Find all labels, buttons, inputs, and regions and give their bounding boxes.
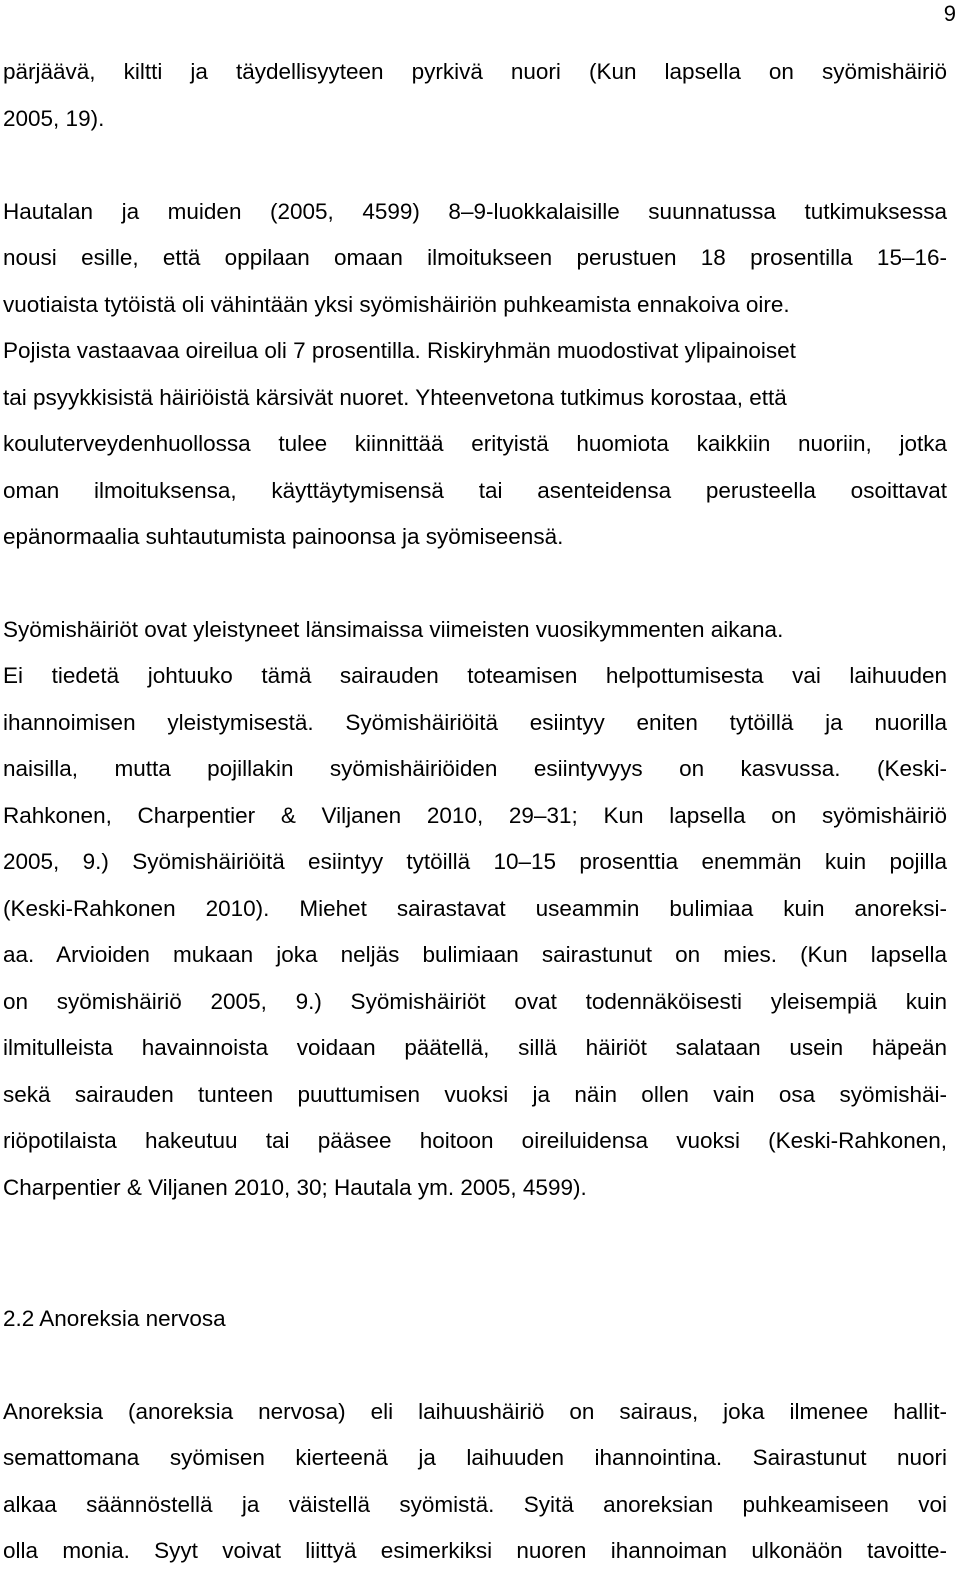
text-line: epänormaalia suhtautumista painoonsa ja syömiseensä.	[3, 524, 564, 549]
text-line: oman ilmoituksensa, käyttäytymisensä tai asenteidensa perusteella osoittavat	[3, 478, 947, 503]
text-line: Charpentier & Viljanen 2010, 30; Hautala ym. 2005, 4599).	[3, 1175, 587, 1200]
text-line: alkaa säännöstellä ja väistellä syömistä. Syitä anoreksian puhkeamiseen voi	[3, 1492, 947, 1517]
text-line: on syömishäiriö 2005, 9.) Syömishäiriöt ovat todennäköisesti yleisempiä kuin	[3, 989, 947, 1014]
text-line: tai psyykkisistä häiriöistä kärsivät nuoret. Yhteenvetona tutkimus korostaa, että	[3, 385, 787, 410]
text-line: naisilla, mutta pojillakin syömishäiriöiden esiintyvyys on kasvussa. (Keski-	[3, 756, 947, 781]
text-line: nousi esille, että oppilaan omaan ilmoitukseen perustuen 18 prosentilla 15–16-	[3, 245, 947, 270]
text-line: (Keski-Rahkonen 2010). Miehet sairastavat useammin bulimiaa kuin anoreksi-	[3, 896, 947, 921]
text-line: olla monia. Syyt voivat liittyä esimerkiksi nuoren ihannoiman ulkonäön tavoitte-	[3, 1538, 947, 1563]
text-line: kouluterveydenhuollossa tulee kiinnittää erityistä huomiota kaikkiin nuoriin, jotka	[3, 431, 947, 456]
text-line: Anoreksia (anoreksia nervosa) eli laihuushäiriö on sairaus, joka ilmenee hallit-	[3, 1399, 947, 1424]
text-line: riöpotilaista hakeutuu tai pääsee hoitoon oireiluidensa vuoksi (Keski-Rahkonen,	[3, 1128, 947, 1153]
text-line: vuotiaista tytöistä oli vähintään yksi syömishäiriön puhkeamista ennakoiva oire.	[3, 292, 790, 317]
text-line: Pojista vastaavaa oireilua oli 7 prosentilla. Riskiryhmän muodostivat ylipainoiset	[3, 338, 796, 363]
text-line: Hautalan ja muiden (2005, 4599) 8–9-luokkalaisille suunnatussa tutkimuksessa	[3, 199, 947, 224]
text-line: Ei tiedetä johtuuko tämä sairauden toteamisen helpottumisesta vai laihuuden	[3, 663, 947, 688]
text-line: 2005, 9.) Syömishäiriöitä esiintyy tytöillä 10–15 prosenttia enemmän kuin pojilla	[3, 849, 947, 874]
section-heading: 2.2 Anoreksia nervosa	[3, 1306, 226, 1331]
text-line: pärjäävä, kiltti ja täydellisyyteen pyrkivä nuori (Kun lapsella on syömishäiriö	[3, 59, 947, 84]
text-line: ihannoimisen yleistymisestä. Syömishäiriöitä esiintyy eniten tytöillä ja nuorilla	[3, 710, 947, 735]
text-line: semattomana syömisen kierteenä ja laihuuden ihannointina. Sairastunut nuori	[3, 1445, 947, 1470]
text-line: aa. Arvioiden mukaan joka neljäs bulimiaan sairastunut on mies. (Kun lapsella	[3, 942, 947, 967]
text-line: sekä sairauden tunteen puuttumisen vuoksi ja näin ollen vain osa syömishäi-	[3, 1082, 947, 1107]
text-line: Rahkonen, Charpentier & Viljanen 2010, 29–31; Kun lapsella on syömishäiriö	[3, 803, 947, 828]
text-line: 2005, 19).	[3, 106, 105, 131]
text-line: ilmitulleista havainnoista voidaan päätellä, sillä häiriöt salataan usein häpeän	[3, 1035, 947, 1060]
text-line: Syömishäiriöt ovat yleistyneet länsimaissa viimeisten vuosikymmenten aikana.	[3, 617, 784, 642]
page-number: 9	[943, 1, 956, 26]
